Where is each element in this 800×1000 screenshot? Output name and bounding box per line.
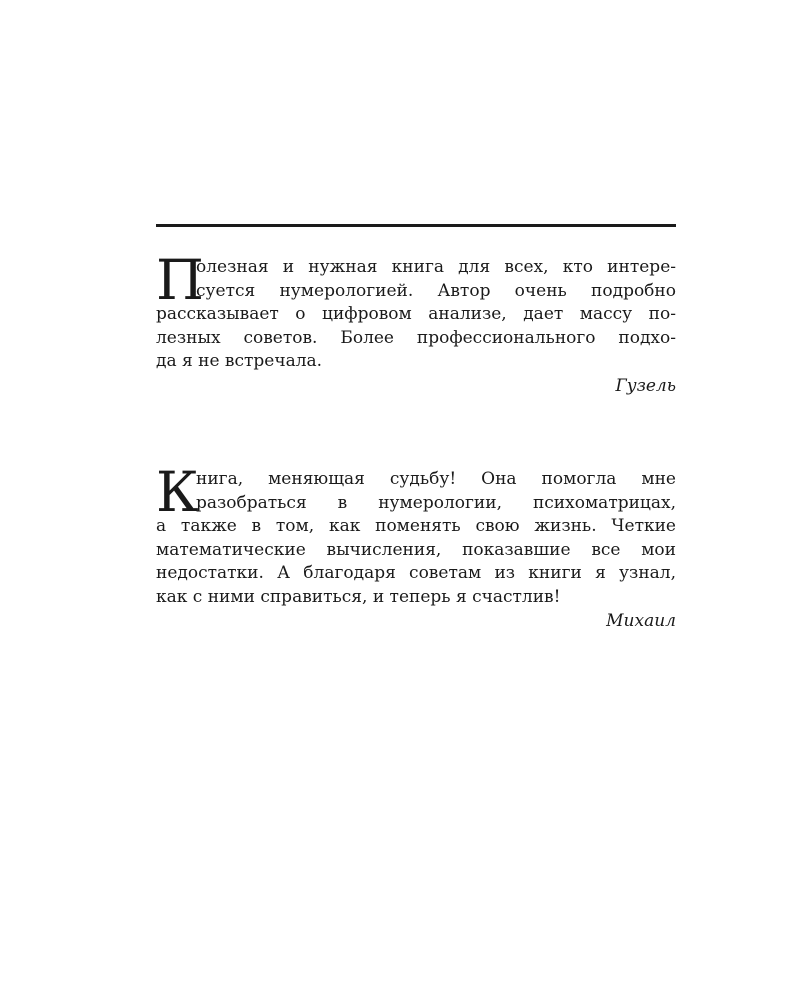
top-divider <box>156 224 676 227</box>
review-text-line: олезная и нужная книга для всех, кто интере- <box>196 257 676 277</box>
review-text-line: разобраться в нумерологии, психоматрицах, <box>196 492 676 513</box>
review-text-line: недостатки. А благодаря советам из книги я узнал, <box>156 563 676 583</box>
review-text-line: рассказывает о цифровом анализе, дает массу по- <box>156 304 676 324</box>
review-text-line: суется нумерологией. Автор очень подробно <box>196 280 676 301</box>
drop-cap: П <box>156 248 204 312</box>
drop-cap: К <box>156 460 199 524</box>
review-author: Гузель <box>615 375 676 396</box>
review-text-line: нига, меняющая судьбу! Она помогла мне <box>196 469 676 489</box>
review-author: Михаил <box>606 611 676 631</box>
review-mikhail <box>156 460 676 633</box>
review-text-line: математические вычисления, показавшие все мои <box>156 539 676 560</box>
review-guzel <box>156 248 676 398</box>
review-text-line: а также в том, как поменять свою жизнь. Четкие <box>156 516 676 536</box>
review-text-line: да я не встречала. <box>156 351 323 371</box>
review-text-line: лезных советов. Более профессионального подхо- <box>156 327 676 348</box>
review-text-line: как с ними справиться, и теперь я счастлив! <box>156 586 561 607</box>
